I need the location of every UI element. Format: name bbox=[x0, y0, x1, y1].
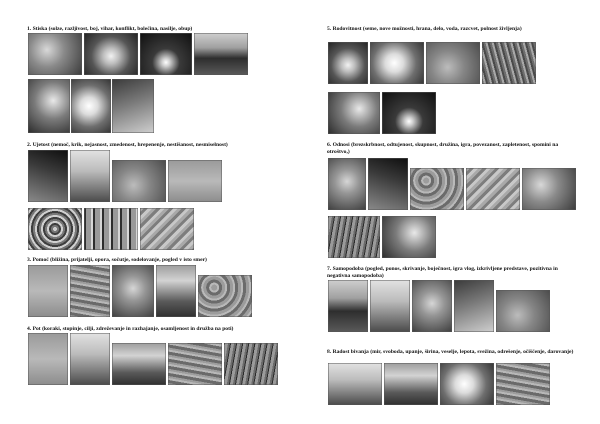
photo bbox=[156, 265, 196, 317]
section-title-6: 6. Odnosi (brezskrbnost, odtujenost, skupnost, družina, igra, povezanost, zapletenost, spomini na otroštvo,) bbox=[327, 142, 559, 155]
photo bbox=[84, 33, 138, 75]
photo bbox=[410, 168, 464, 210]
section-title-2: 2. Ujetost (nemoč, krik, nejasnost, zmedenost, hrepenenje, nestišanost, nesmiselnost) bbox=[27, 142, 228, 148]
photo bbox=[384, 363, 438, 405]
photo bbox=[328, 42, 368, 84]
photo bbox=[70, 150, 110, 202]
photo bbox=[522, 168, 576, 210]
photo bbox=[426, 42, 480, 84]
photo bbox=[28, 208, 82, 250]
section-title-8: 8. Radost bivanja (mir, svoboda, upanje, širina, veselje, lepota, svežina, odrešenje, očiščenje, darovanje) bbox=[327, 349, 574, 355]
photo bbox=[482, 42, 536, 84]
photo bbox=[112, 79, 154, 133]
photo bbox=[70, 265, 110, 317]
photo bbox=[84, 208, 138, 250]
photo bbox=[140, 33, 192, 75]
photo bbox=[328, 280, 368, 332]
photo bbox=[70, 333, 110, 385]
photo bbox=[28, 265, 68, 317]
photo bbox=[370, 42, 424, 84]
photo bbox=[28, 333, 68, 385]
photo bbox=[440, 363, 494, 405]
photo bbox=[194, 33, 248, 75]
photo bbox=[328, 216, 380, 258]
photo bbox=[112, 343, 166, 385]
photo bbox=[28, 79, 70, 133]
photo bbox=[496, 290, 550, 332]
photo bbox=[224, 343, 278, 385]
photo bbox=[71, 79, 111, 133]
photo bbox=[412, 280, 452, 332]
photo bbox=[382, 216, 436, 258]
photo bbox=[328, 92, 380, 134]
photo bbox=[28, 150, 68, 202]
photo bbox=[368, 158, 408, 210]
photo bbox=[454, 280, 494, 332]
photo bbox=[328, 158, 366, 210]
photo bbox=[370, 280, 410, 332]
photo bbox=[496, 363, 550, 405]
photo bbox=[198, 275, 252, 317]
photo bbox=[112, 160, 166, 202]
photo bbox=[140, 208, 194, 250]
photo bbox=[168, 343, 222, 385]
photo bbox=[328, 363, 382, 405]
section-title-3: 3. Pomoč (bližina, prijatelji, opora, sočutje, sodelovanje, pogled v isto smer) bbox=[27, 257, 207, 263]
photo bbox=[168, 160, 222, 202]
section-title-7: 7. Samopodoba (pogled, ponos, skrivanje, boječnost, igra vlog, izkrivljene predstave, pozitivna in negativna samopodoba) bbox=[327, 266, 558, 279]
photo bbox=[466, 168, 520, 210]
section-title-4: 4. Pot (koraki, stopinje, cilji, zdreževanje in razhajanje, osamljenost in družba na poti) bbox=[27, 326, 234, 332]
photo bbox=[382, 92, 436, 134]
section-title-1: 1. Stiska (solze, razljivost, boj, vihar, konflikt, bolečina, nasilje, obup) bbox=[27, 26, 193, 32]
photo bbox=[112, 265, 154, 317]
section-title-5: 5. Rodovitnost (seme, nove možnosti, hrana, delo, voda, razcvet, polnost življenja) bbox=[327, 26, 522, 32]
photo bbox=[28, 33, 82, 75]
